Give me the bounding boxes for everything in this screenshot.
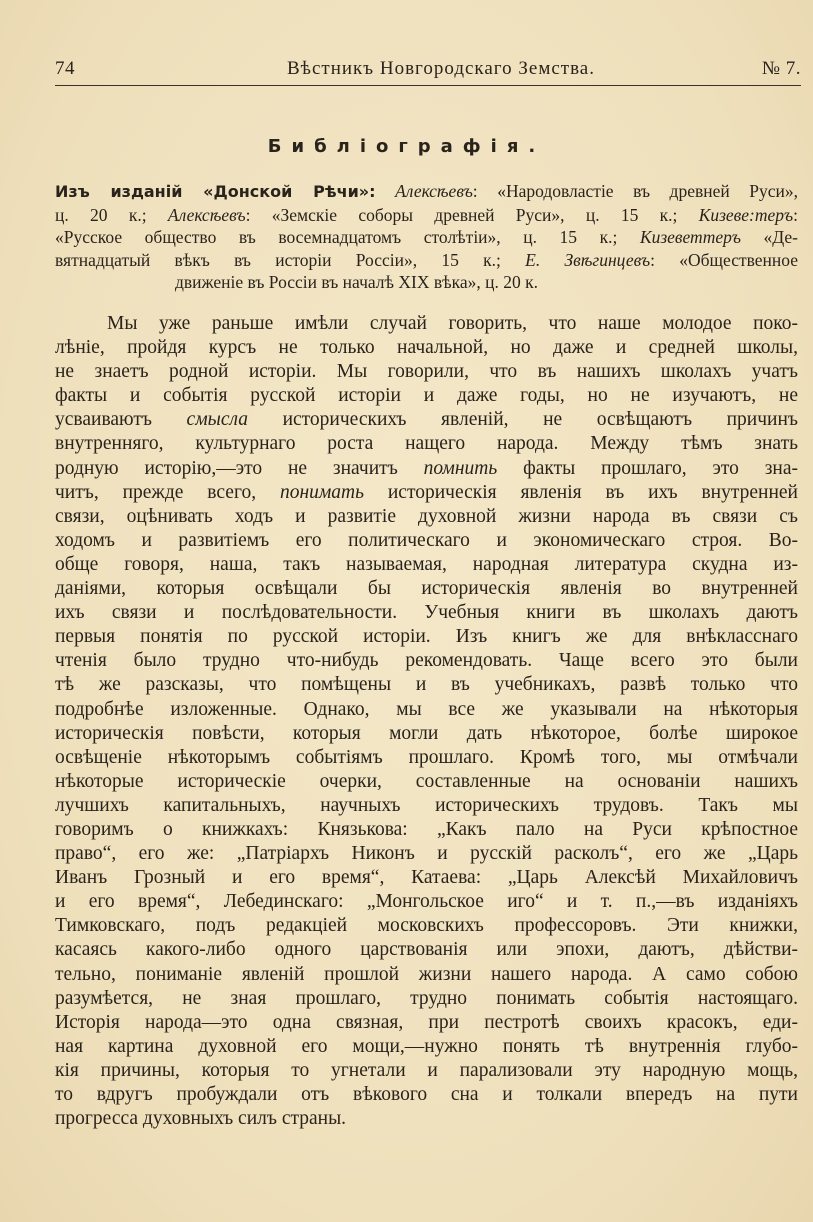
emphasis: смысла (186, 409, 248, 431)
body-line: историческія повѣсти, которыя могли дать нѣкоторое, болѣе широкое (55, 722, 798, 744)
body-line: кія причины, которыя то угнетали и парализовали эту народную мощь, (55, 1059, 798, 1081)
bibliography-text: Изъ изданій «Донской Рѣчи»: (55, 182, 376, 201)
bibliography-line (55, 204, 798, 227)
body-line: факты и событія русской исторіи и даже годы, но не изучаютъ, не (55, 385, 798, 407)
body-line: касаясь какого-либо одного царствованія или эпохи, даютъ, дѣйстви- (55, 939, 798, 961)
bibliography-entry (55, 180, 798, 294)
body-line: ихъ связи и послѣдовательности. Учебныя книги въ школахъ даютъ (55, 602, 798, 624)
body-line: разумѣется, не зная прошлаго, трудно понимать событія настоящаго. (55, 987, 798, 1009)
body-line: и его время“, Лебединскаго: „Монгольское иго“ и т. п.,—въ изданіяхъ (55, 891, 798, 913)
body-line: ная картина духовной его мощи,—нужно понять тѣ внутреннія глубо- (55, 1035, 798, 1057)
bibliography-text: Е. Звѣгинцевъ (525, 249, 651, 270)
bibliography-text: вятнадцатый вѣкъ въ исторіи Россіи», 15 к.; (55, 249, 526, 270)
emphasis: понимать (279, 481, 365, 503)
body-line: родную исторію,—это не значитъ помнить факты прошлаго, это зна- (55, 457, 798, 479)
bibliography-line (55, 249, 798, 272)
body-line: прогресса духовныхъ силъ страны. (55, 1108, 347, 1130)
body-line: Тимковскаго, подъ редакціей московскихъ профессоровъ. Эти книжки, (55, 915, 798, 937)
body-line: освѣщеніе нѣкоторымъ событіямъ прошлаго. Кромѣ того, мы отмѣчали (55, 746, 798, 768)
body-line: Иванъ Грозный и его время“, Катаева: „Царь Алексѣй Михайловичъ (55, 867, 798, 889)
body-line: нѣкоторые историческіе очерки, составленные на основаніи нашихъ (55, 770, 798, 792)
body-line: Исторія народа—это одна связная, при пестротѣ своихъ красокъ, еди- (55, 1011, 798, 1033)
body-line: даніями, которыя освѣщали бы историческія явленія во внутренней (55, 578, 798, 600)
issue-number: № 7. (761, 58, 801, 79)
section-title: Библіографія. (267, 136, 546, 157)
body-text (55, 312, 798, 1131)
bibliography-line (55, 180, 798, 204)
body-line: первыя понятія по русской исторіи. Изъ книгъ же для внѣкласснаго (55, 626, 798, 648)
emphasis: помнить (423, 457, 498, 479)
bibliography-text: : «Земскіе соборы древней Руси», ц. 15 к.; (245, 204, 699, 225)
body-line: тѣ же разсказы, что помѣщены и въ учебникахъ, развѣ только что (55, 674, 798, 696)
bibliography-text: ц. 20 к.; (55, 204, 168, 225)
bibliography-line (55, 226, 798, 249)
body-line: лучшихъ капитальныхъ, научныхъ историческихъ трудовъ. Такъ мы (55, 794, 798, 816)
body-line: то вдругъ пробуждали отъ вѣкового сна и толкали впередъ на пути (55, 1084, 798, 1105)
bibliography-text: : (793, 204, 798, 225)
bibliography-text: Кизеветтеръ (639, 227, 741, 247)
bibliography-text: движеніе въ Россіи въ началѣ XIX вѣка», ц. 20 к. (175, 272, 539, 292)
body-line: лѣніе, пройдя курсъ не только начальной, но даже и средней школы, (55, 337, 798, 359)
running-header (55, 58, 801, 84)
bibliography-line (55, 271, 798, 294)
bibliography-text: : «Общественное (650, 249, 798, 270)
body-line: тельно, пониманіе явленій прошлой жизни нашего народа. А само собою (55, 963, 798, 985)
body-line: говоримъ о книжкахъ: Князькова: „Какъ пало на Руси крѣпостное (55, 818, 798, 840)
body-line: не знаетъ родной исторіи. Мы говорили, что въ нашихъ школахъ учатъ (55, 361, 798, 383)
bibliography-text (376, 181, 396, 201)
body-line: читъ, прежде всего, понимать историческія явленія въ ихъ внутренней (55, 481, 798, 503)
body-line: обще говоря, наша, такъ называемая, народная литература скудна из- (55, 553, 798, 575)
bibliography-text: Алексѣевъ (167, 204, 246, 225)
header-rule (55, 85, 801, 86)
bibliography-text: «Русское общество въ восемнадцатомъ столѣтіи», ц. 15 к.; (55, 227, 640, 247)
bibliography-text: : «Народовластіе въ древней Руси», (472, 181, 799, 201)
journal-title: Вѣстникъ Новгородскаго Земства. (287, 58, 595, 79)
bibliography-text: Алексѣевъ (395, 181, 473, 201)
body-line: ходомъ и развитіемъ его политическаго и экономическаго строя. Во- (55, 529, 798, 551)
body-line: чтенія было трудно что-нибудь рекомендовать. Чаще всего это были (55, 650, 798, 672)
body-line: право“, его же: „Патріархъ Никонъ и русскій расколъ“, его же „Царь (55, 843, 798, 865)
bibliography-text: «Де- (740, 227, 799, 247)
bibliography-text: Кизеве:теръ (698, 204, 794, 225)
body-line: усваиваютъ смысла историческихъ явленій, не освѣщаютъ причинъ (55, 409, 798, 431)
body-line: подробнѣе изложенные. Однако, мы все же указывали на нѣкоторыя (55, 698, 798, 720)
page-number: 74 (55, 58, 75, 79)
body-line: связи, оцѣнивать ходъ и развитіе духовной жизни народа въ связи съ (55, 505, 798, 527)
body-line: внутренняго, культурнаго роста нащего народа. Между тѣмъ знать (55, 433, 798, 455)
body-line: Мы уже раньше имѣли случай говорить, что наше молодое поко- (107, 313, 798, 334)
